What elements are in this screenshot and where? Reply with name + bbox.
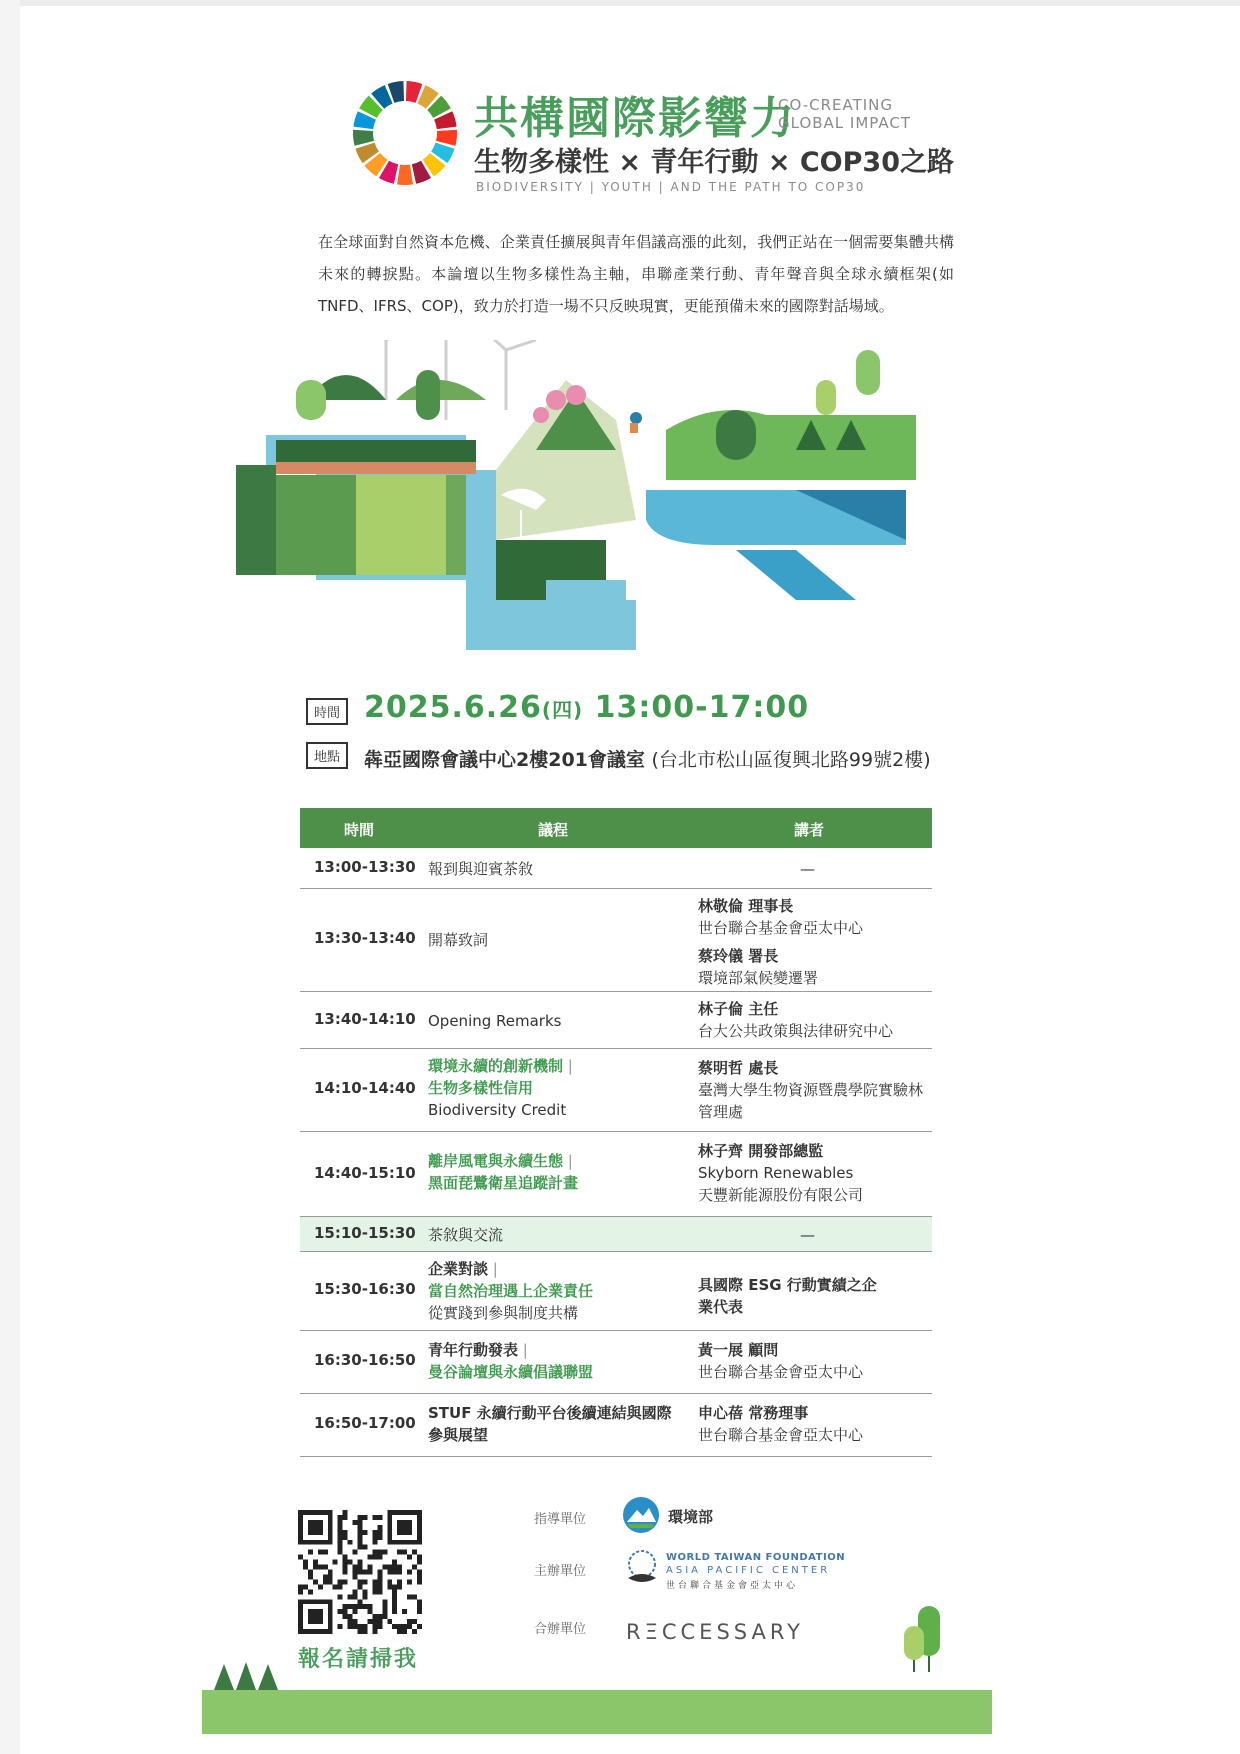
tree-shape [296, 380, 326, 420]
wtf-logo-icon [622, 1548, 662, 1588]
time-label: 時間 [306, 698, 348, 725]
sdg-wheel-segment [353, 130, 374, 146]
intro-paragraph: 在全球面對自然資本危機、企業責任擴展與青年倡議高漲的此刻，我們正站在一個需要集體共構未來的轉捩點。本論壇以生物多樣性為主軸，串聯產業行動、青年聲音與全球永續框架(如TNFD、IFRS、COP)，致力於打造一場不只反映現實，更能預備未來的國際對話場域。 [318, 233, 954, 315]
table-row-break: 15:10-15:30 茶敘與交流 — [300, 1217, 932, 1252]
table-row: 13:40-14:10 Opening Remarks 林子倫 主任 台大公共政策與法律研究中心 [300, 992, 932, 1049]
advisor-name: 環境部 [668, 1508, 714, 1526]
organizer-label: 主辦單位 [534, 1564, 587, 1579]
col-header-topic: 議程 [538, 821, 569, 839]
place-label: 地點 [306, 742, 348, 769]
round-trees-icon [900, 1606, 946, 1672]
table-row: 16:50-17:00 STUF 永續行動平台後續連結與國際參與展望 申心蓓 常務理事 世台聯合基金會亞太中心 [300, 1394, 932, 1457]
coorganizer-label: 合辦單位 [534, 1622, 587, 1637]
table-row: 14:10-14:40 環境永續的創新機制 | 生物多樣性信用 Biodiversity Credit 蔡明哲 處長 臺灣大學生物資源暨農學院實驗林管理處 [300, 1049, 932, 1132]
sdg-wheel-segment [436, 130, 457, 146]
page-title: 共構國際影響力 [474, 93, 796, 144]
col-header-time: 時間 [344, 821, 375, 839]
table-row: 13:30-13:40 開幕致詞 林敬倫 理事長 世台聯合基金會亞太中心 蔡玲儀 署長 環境部氣候變遷署 [300, 889, 932, 992]
grass-strip [202, 1690, 992, 1734]
registration-qr-code[interactable] [298, 1510, 422, 1634]
table-row: 14:40-15:10 離岸風電與永續生態 | 黑面琵鷺衛星追蹤計畫 林子齊 開發部總監 Skyborn Renewables 天豐新能源股份有限公司 [300, 1132, 932, 1217]
agenda-header [300, 808, 932, 848]
scan-edge [0, 0, 20, 1754]
sdg-wheel-segment [397, 165, 413, 185]
table-row: 13:00-13:30 報到與迎賓茶敘 — [300, 848, 932, 889]
agenda-table [300, 808, 932, 1457]
advisor-label: 指導單位 [534, 1512, 587, 1527]
table-row: 15:30-16:30 企業對談 | 當自然治理遇上企業責任 從實踐到參與制度共構 具國際 ESG 行動實績之企業代表 [300, 1252, 932, 1331]
sdg-wheel-logo [350, 78, 460, 188]
scan-edge [0, 0, 1240, 6]
page-title-en: CO-CREATING GLOBAL IMPACT [778, 96, 912, 132]
organizer-name-en: WORLD TAIWAN FOUNDATION [666, 1552, 846, 1563]
moenv-logo-icon [622, 1496, 660, 1534]
page-subtitle-en: BIODIVERSITY | YOUTH | AND THE PATH TO COP30 [476, 180, 866, 194]
nature-illustration [236, 340, 1018, 672]
table-row: 16:30-16:50 青年行動發表 | 曼谷論壇與永續倡議聯盟 黃一展 顧問 世台聯合基金會亞太中心 [300, 1331, 932, 1394]
qr-caption: 報名請掃我 [298, 1647, 419, 1672]
organizer-name-en-2: ASIA PACIFIC CENTER [666, 1565, 831, 1576]
col-header-speaker: 講者 [794, 821, 825, 839]
organizer-name-cn: 世台聯合基金會亞太中心 [666, 1581, 799, 1591]
coorganizer-name: RΞCCESSARY [626, 1620, 804, 1644]
event-venue: 犇亞國際會議中心2樓201會議室 (台北市松山區復興北路99號2樓) [364, 749, 931, 771]
event-time: 2025.6.26(四) 13:00-17:00 [364, 690, 810, 725]
page-subtitle: 生物多樣性 × 青年行動 × COP30之路 [474, 147, 954, 178]
